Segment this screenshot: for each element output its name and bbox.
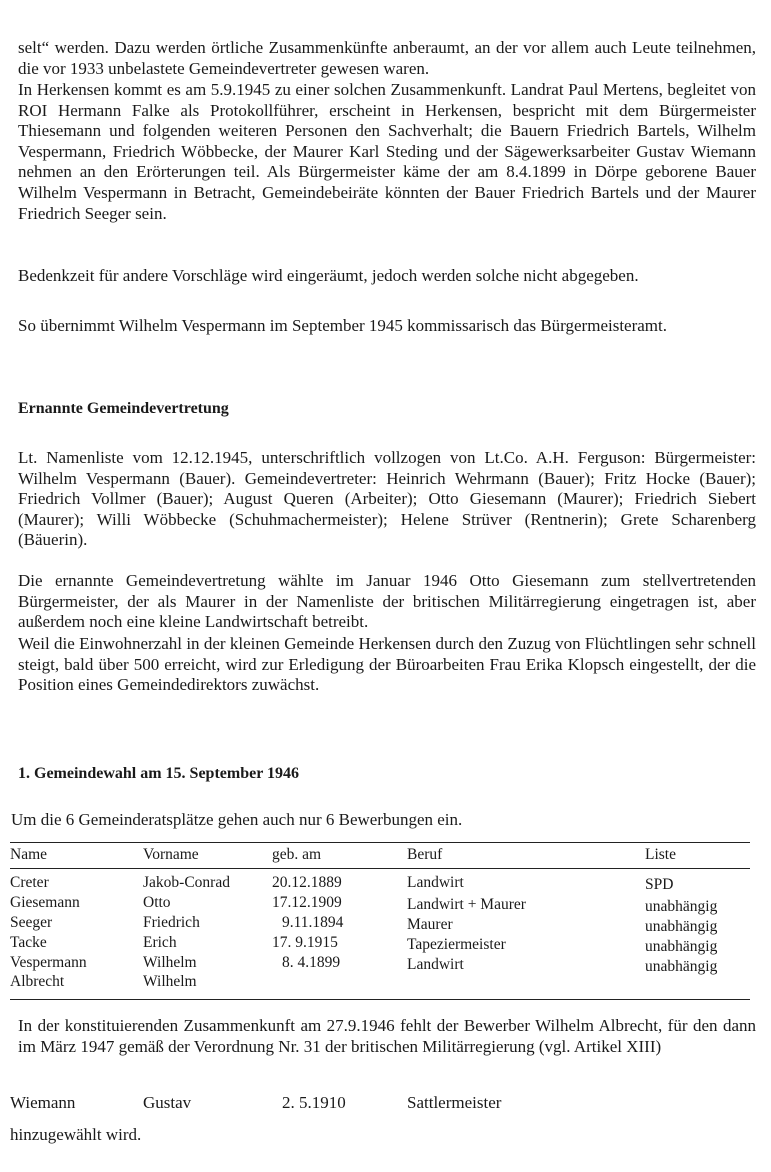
table-cell: Jakob-Conrad — [143, 874, 230, 891]
paragraph: Die ernannte Gemeindevertretung wählte im Januar 1946 Otto Giesemann zum stellvertretenden Bürgermeister, der als Maurer in der Namenliste der britischen Militärregierung eingetragen ist, aber außerdem noch eine kleine Landwirtschaft betreibt. — [18, 571, 756, 632]
table-cell: Wilhelm — [143, 973, 197, 990]
table-cell: Wilhelm — [143, 954, 197, 971]
table-cell: unabhängig — [645, 898, 718, 915]
table-top-rule — [10, 842, 750, 843]
section-heading: 1. Gemeindewahl am 15. September 1946 — [18, 765, 300, 782]
table-intro: Um die 6 Gemeinderatsplätze gehen auch nur 6 Bewerbungen ein. — [11, 810, 463, 829]
table-cell: Maurer — [407, 916, 453, 933]
table-cell: Tacke — [10, 934, 47, 951]
column-header-geb: geb. am — [272, 846, 322, 863]
table-cell: 20.12.1889 — [272, 874, 342, 891]
table-cell: unabhängig — [645, 938, 718, 955]
paragraph: In der konstituierenden Zusammenkunft am 27.9.1946 fehlt der Bewerber Wilhelm Albrecht, für den dann im März 1947 gemäß der Verordnung Nr. 31 der britischen Militärregierung (vgl. Artikel XIII) — [18, 1016, 756, 1056]
paragraph: Bedenkzeit für andere Vorschläge wird eingeräumt, jedoch werden solche nicht abgegeben. — [18, 266, 639, 285]
table-bottom-rule — [10, 999, 750, 1000]
table-cell: Erich — [143, 934, 177, 951]
table-cell: SPD — [645, 876, 674, 893]
closing-text: hinzugewählt wird. — [10, 1125, 142, 1144]
column-header-vorname: Vorname — [143, 846, 199, 863]
table-cell: Otto — [143, 894, 171, 911]
table-cell: Giesemann — [10, 894, 80, 911]
table-cell: 17.12.1909 — [272, 894, 342, 911]
table-cell: Seeger — [10, 914, 53, 931]
added-member-geb: 2. 5.1910 — [282, 1093, 346, 1112]
table-cell: unabhängig — [645, 958, 718, 975]
paragraph: In Herkensen kommt es am 5.9.1945 zu einer solchen Zusammenkunft. Landrat Paul Mertens, begleitet von ROI Hermann Falke als Protokollführer, erscheint in Herkensen, bespricht mit dem Bürgermeister Thiesemann und folgenden weiteren Personen den Sachverhalt; die Bauern Friedrich Bartels, Wilhelm Vespermann, Friedrich Wöbbecke, der Maurer Karl Steding und der Sägewerksarbeiter Gustav Wiemann nehmen an den Erörterungen teil. Als Bürgermeister käme der am 8.4.1899 in Dörpe geborene Bauer Wilhelm Vespermann in Betracht, Gemeindebeiräte könnten der Bauer Friedrich Bartels und der Maurer Friedrich Seeger sein. — [18, 80, 756, 223]
table-cell: 9.11.1894 — [282, 914, 344, 931]
table-cell: Tapeziermeister — [407, 936, 506, 953]
added-member-name: Wiemann — [10, 1093, 76, 1112]
paragraph: Weil die Einwohnerzahl in der kleinen Gemeinde Herkensen durch den Zuzug von Flüchtlingen sehr schnell steigt, bald über 500 erreicht, wird zur Erledigung der Büroarbeiten Frau Erika Klopsch eingestellt, der die Position eines Gemeindedirektors zuwächst. — [18, 634, 756, 695]
added-member-beruf: Sattlermeister — [407, 1093, 502, 1112]
table-cell: 8. 4.1899 — [282, 954, 341, 971]
section-heading: Ernannte Gemeindevertretung — [18, 400, 229, 417]
table-cell: 17. 9.1915 — [272, 934, 338, 951]
table-cell: Vespermann — [10, 954, 87, 971]
paragraph: So übernimmt Wilhelm Vespermann im September 1945 kommissarisch das Bürgermeisteramt. — [18, 316, 667, 335]
table-cell: Friedrich — [143, 914, 200, 931]
column-header-liste: Liste — [645, 846, 676, 863]
column-header-beruf: Beruf — [407, 846, 443, 863]
table-cell: Landwirt — [407, 956, 464, 973]
added-member-vorname: Gustav — [143, 1093, 192, 1112]
table-cell: unabhängig — [645, 918, 718, 935]
table-cell: Landwirt + Maurer — [407, 896, 526, 913]
paragraph: selt“ werden. Dazu werden örtliche Zusammenkünfte anberaumt, an der vor allem auch Leute teilnehmen, die vor 1933 unbelastete Gemeindevertreter gewesen waren. — [18, 38, 756, 78]
table-cell: Landwirt — [407, 874, 464, 891]
table-cell: Creter — [10, 874, 49, 891]
paragraph: Lt. Namenliste vom 12.12.1945, unterschriftlich vollzogen von Lt.Co. A.H. Ferguson: Bürgermeister: Wilhelm Vespermann (Bauer). Gemeindevertreter: Heinrich Wehrmann (Bauer); Fritz Hocke (Bauer); Friedrich Vollmer (Bauer); August Queren (Arbeiter); Otto Giesemann (Maurer); Friedrich Siebert (Maurer); Willi Wöbbecke (Schuhmachermeister); Helene Strüver (Rentnerin); Grete Scharenberg (Bäuerin). — [18, 448, 756, 550]
table-cell: Albrecht — [10, 973, 65, 990]
column-header-name: Name — [10, 846, 48, 863]
table-header-rule — [10, 868, 750, 869]
